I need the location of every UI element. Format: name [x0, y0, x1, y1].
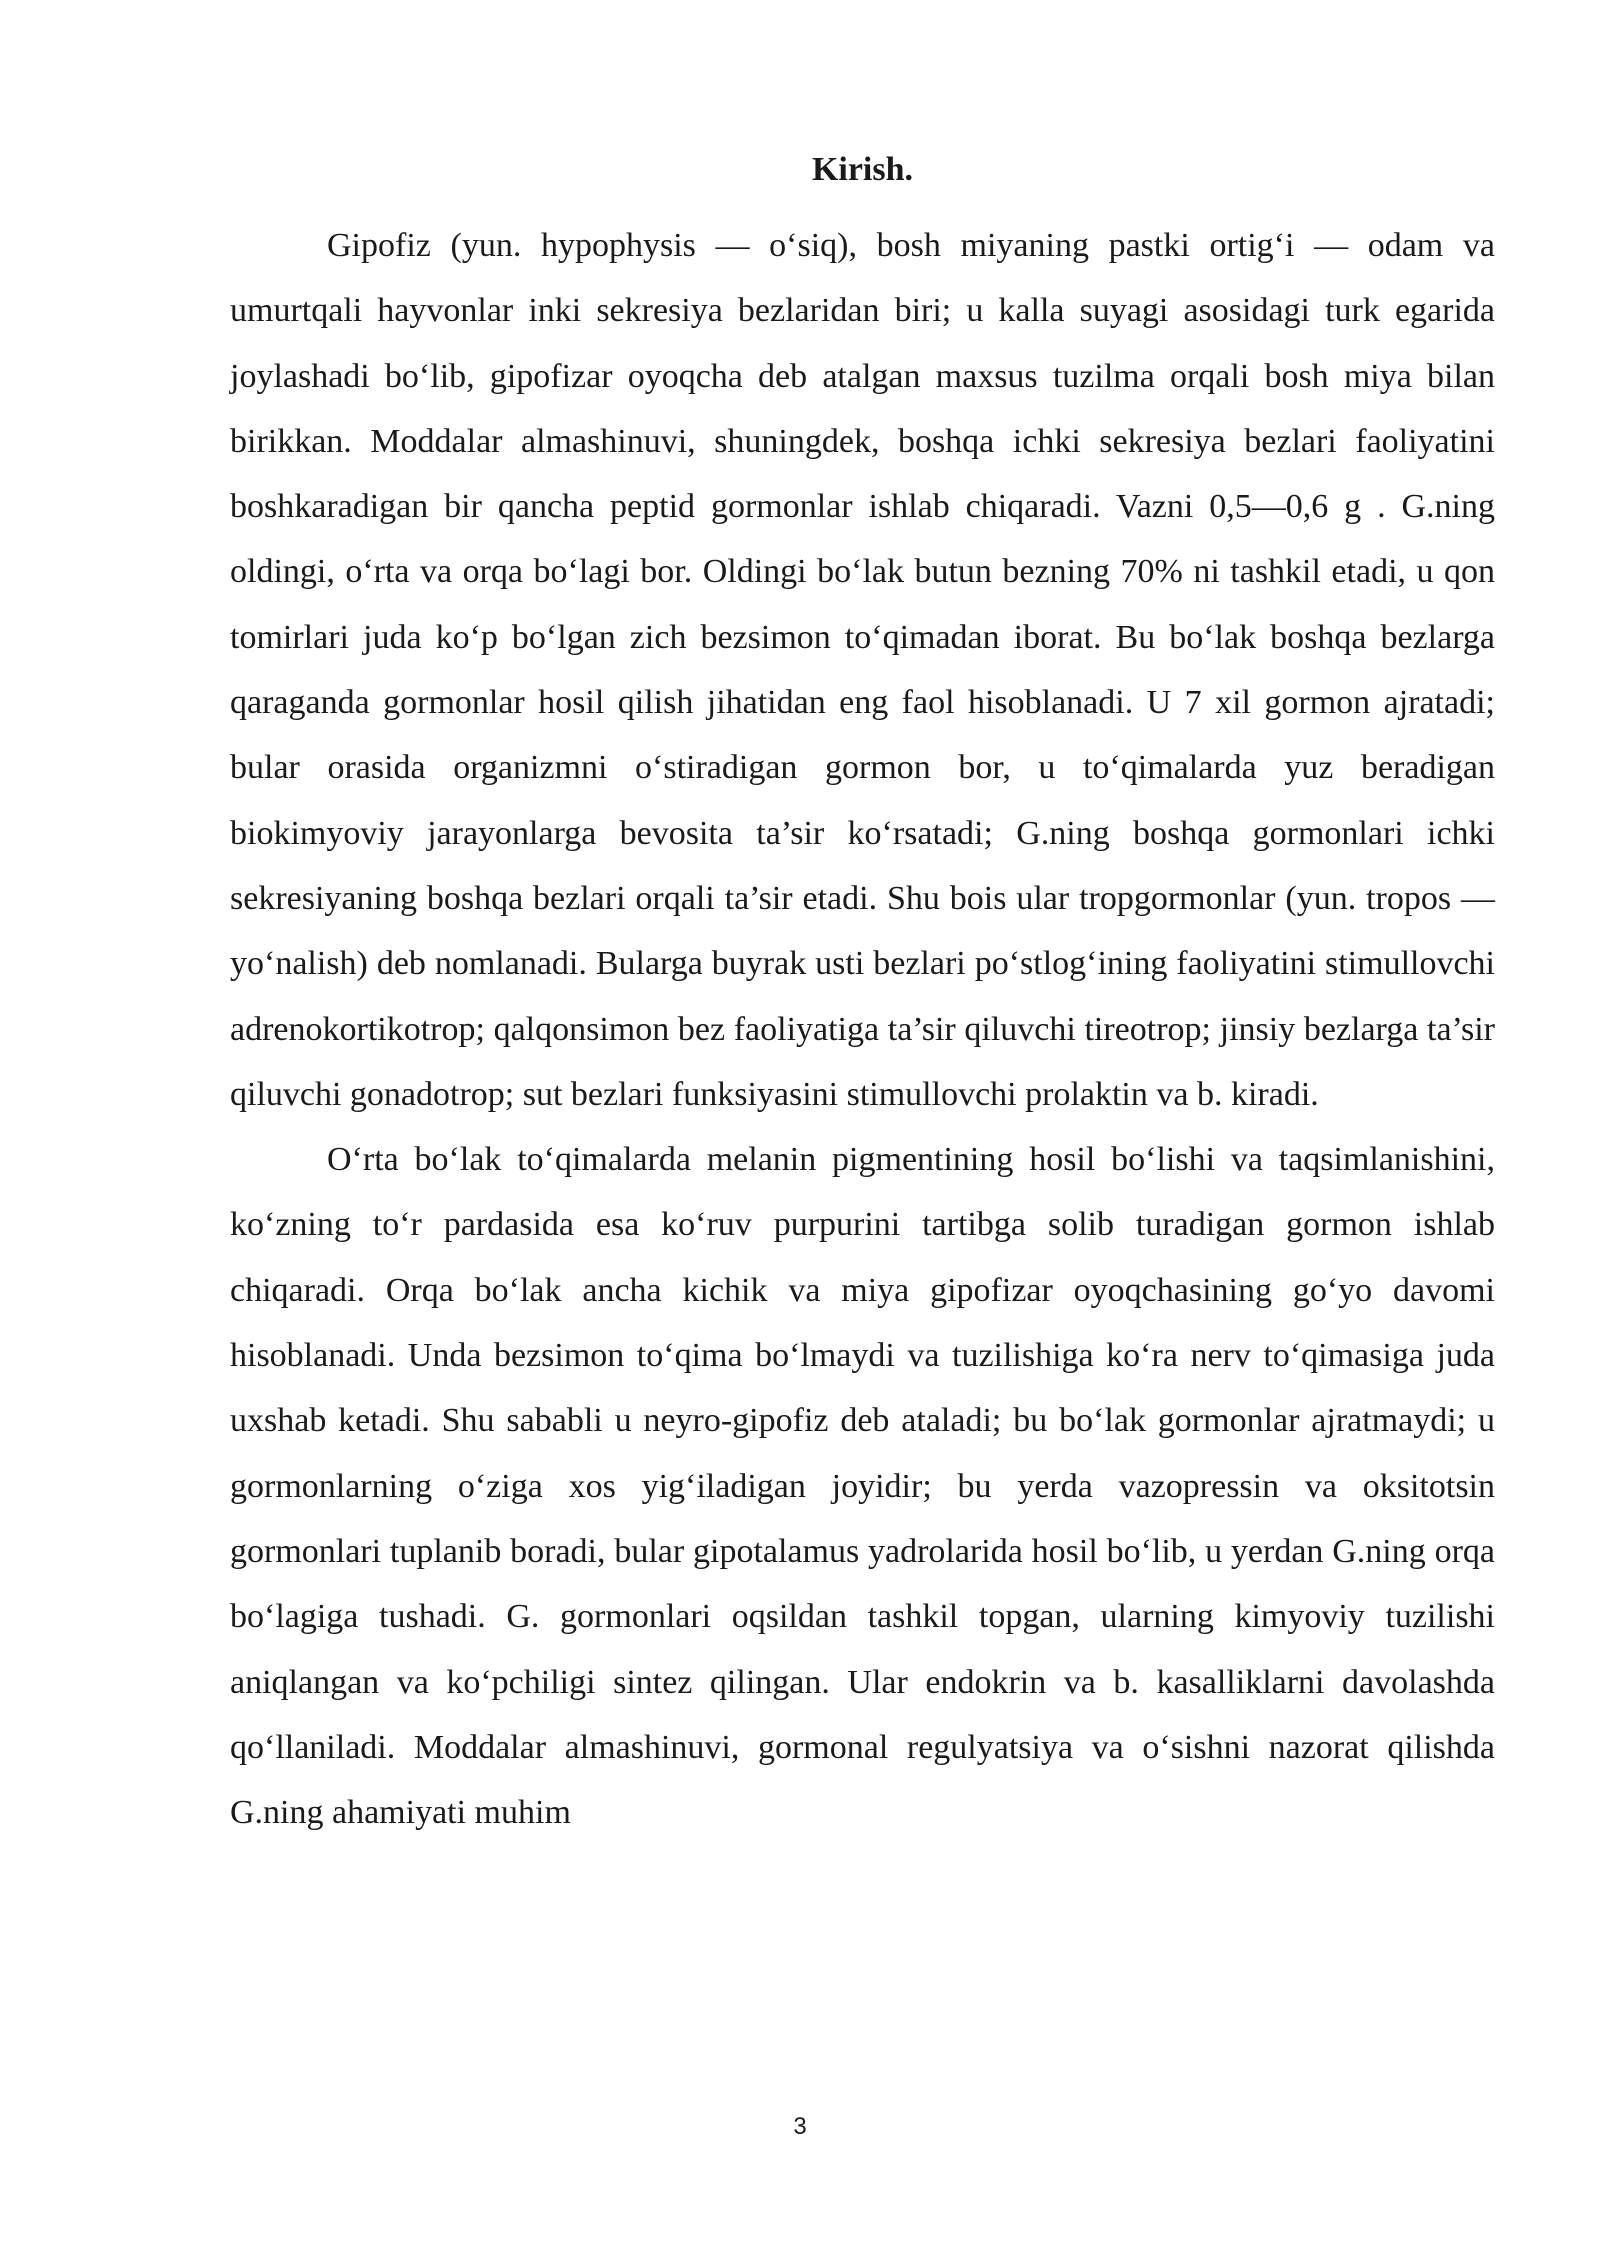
section-title: Kirish. — [811, 151, 914, 188]
page-number: 3 — [793, 2113, 807, 2140]
document-body — [230, 148, 1495, 1845]
paragraph-1: Gipofiz (yun. hypophysis — o‘siq), bosh miyaning pastki ortig‘i — odam va umurtqali hayvonlar inki sekresiya bezlaridan biri; u kalla suyagi asosidagi turk egarida joylashadi bo‘lib, gipofizar oyoqcha deb atalgan maxsus tuzilma orqali bosh miya bilan birikkan. Moddalar almashinuvi, shuningdek, boshqa ichki sekresiya bezlari faoliyatini boshkaradigan bir qancha peptid gormonlar ishlab chiqaradi. Vazni 0,5—0,6 g . G.ning oldingi, o‘rta va orqa bo‘lagi bor. Oldingi bo‘lak butun bezning 70% ni tashkil etadi, u qon tomirlari juda ko‘p bo‘lgan zich bezsimon to‘qimadan iborat. Bu bo‘lak boshqa bezlarga qaraganda gormonlar hosil qilish jihatidan eng faol hisoblanadi. U 7 xil gormon ajratadi; bular orasida organizmni o‘stiradigan gormon bor, u to‘qimalarda yuz beradigan biokimyoviy jarayonlarga bevosita ta’sir ko‘rsatadi; G.ning boshqa gormonlari ichki sekresiyaning boshqa bezlari orqali ta’sir etadi. Shu bois ular tropgormonlar (yun. tropos — yo‘nalish) deb nomlanadi. Bularga buyrak usti bezlari po‘stlog‘ining faoliyatini stimullovchi adrenokortikotrop; qalqonsimon bez faoliyatiga ta’sir qiluvchi tireotrop; jinsiy bezlarga ta’sir qiluvchi gonadotrop; sut bezlari funksiyasini stimullovchi prolaktin va b. kiradi. — [230, 227, 1495, 1113]
paragraph-2: O‘rta bo‘lak to‘qimalarda melanin pigmentining hosil bo‘lishi va taqsimlanishini, ko‘zning to‘r pardasida esa ko‘ruv purpurini tartibga solib turadigan gormon ishlab chiqaradi. Orqa bo‘lak ancha kichik va miya gipofizar oyoqchasining go‘yo davomi hisoblanadi. Unda bezsimon to‘qima bo‘lmaydi va tuzilishiga ko‘ra nerv to‘qimasiga juda uxshab ketadi. Shu sababli u neyro-gipofiz deb ataladi; bu bo‘lak gormonlar ajratmaydi; u gormonlarning o‘ziga xos yig‘iladigan joyidir; bu yerda vazopressin va oksitotsin gormonlari tuplanib boradi, bular gipotalamus yadrolarida hosil bo‘lib, u yerdan G.ning orqa bo‘lagiga tushadi. G. gormonlari oqsildan tashkil topgan, ularning kimyoviy tuzilishi aniqlangan va ko‘pchiligi sintez qilingan. Ular endokrin va b. kasalliklarni davolashda qo‘llaniladi. Moddalar almashinuvi, gormonal regulyatsiya va o‘sishni nazorat qilishda G.ning ahamiyati muhim — [230, 1141, 1495, 1832]
